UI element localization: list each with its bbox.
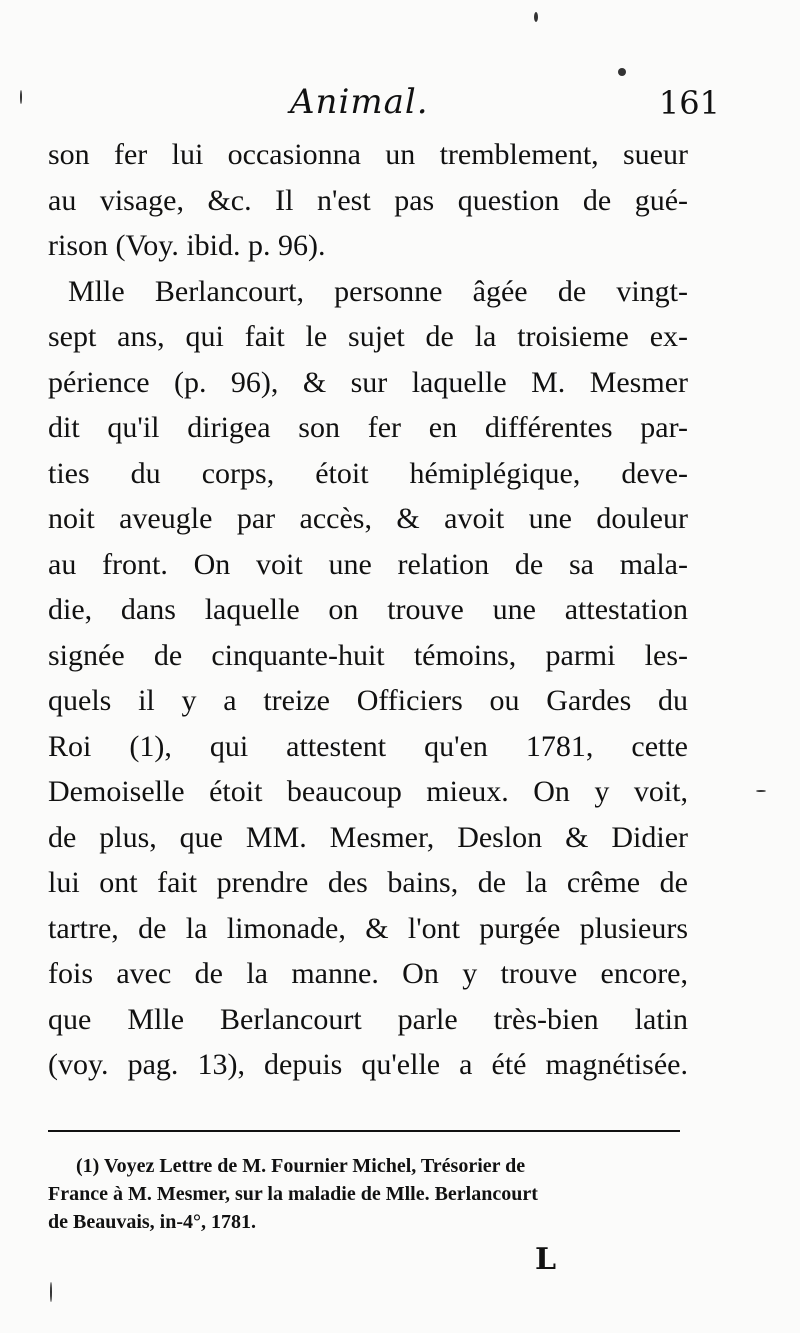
text-line: rison (Voy. ibid. p. 96). <box>48 229 326 262</box>
text-line: Mlle Berlancourt, personne âgée de vingt- <box>68 274 688 308</box>
text-line: dit qu'il dirigea son fer en différentes par- <box>48 411 688 444</box>
text-line: de plus, que MM. Mesmer, Deslon & Didier <box>48 820 688 854</box>
text-line: fois avec de la manne. On y trouve encore, <box>48 957 688 990</box>
text-line: die, dans laquelle on trouve une attestation <box>48 593 688 626</box>
text-line: que Mlle Berlancourt parle très-bien latin <box>48 1002 688 1036</box>
text-line: quels il y a treize Officiers ou Gardes du <box>48 684 688 717</box>
page-header <box>40 82 760 132</box>
text-line: lui ont fait prendre des bains, de la crême de <box>48 866 688 899</box>
page-number: 161 <box>658 84 720 122</box>
ink-speck <box>618 68 626 76</box>
text-line: son fer lui occasionna un tremblement, sueur <box>48 138 688 171</box>
ink-speck <box>756 790 766 792</box>
text-line: signée de cinquante-huit témoins, parmi les- <box>48 638 688 672</box>
footnote-line: (1) Voyez Lettre de M. Fournier Michel, Trésorier de <box>76 1155 526 1177</box>
text-line: (voy. pag. 13), depuis qu'elle a été magnétisée. <box>48 1048 688 1081</box>
text-line: ties du corps, étoit hémiplégique, deve- <box>48 456 688 490</box>
footnote-rule <box>48 1130 680 1132</box>
footnote <box>48 1152 680 1236</box>
ink-speck <box>50 1282 52 1302</box>
text-line: sept ans, qui fait le sujet de la troisieme ex- <box>48 320 688 353</box>
text-line: périence (p. 96), & sur laquelle M. Mesmer <box>48 365 688 399</box>
text-line: Roi (1), qui attestent qu'en 1781, cette <box>48 729 688 763</box>
running-title: Animal. <box>290 82 429 122</box>
text-line: tartre, de la limonade, & l'ont purgée plusieurs <box>48 911 688 945</box>
text-line: au visage, &c. Il n'est pas question de gué- <box>48 183 688 217</box>
footnote-line: France à M. Mesmer, sur la maladie de Mlle. Berlancourt <box>48 1183 538 1205</box>
ink-speck <box>20 90 22 104</box>
body-text <box>48 132 688 1088</box>
signature-mark: L <box>535 1242 557 1277</box>
text-line: noit aveugle par accès, & avoit une douleur <box>48 502 688 535</box>
text-line: au front. On voit une relation de sa mala- <box>48 547 688 581</box>
footnote-line: de Beauvais, in-4°, 1781. <box>48 1211 257 1233</box>
text-line: Demoiselle étoit beaucoup mieux. On y voit, <box>48 775 688 808</box>
ink-speck <box>534 12 538 22</box>
